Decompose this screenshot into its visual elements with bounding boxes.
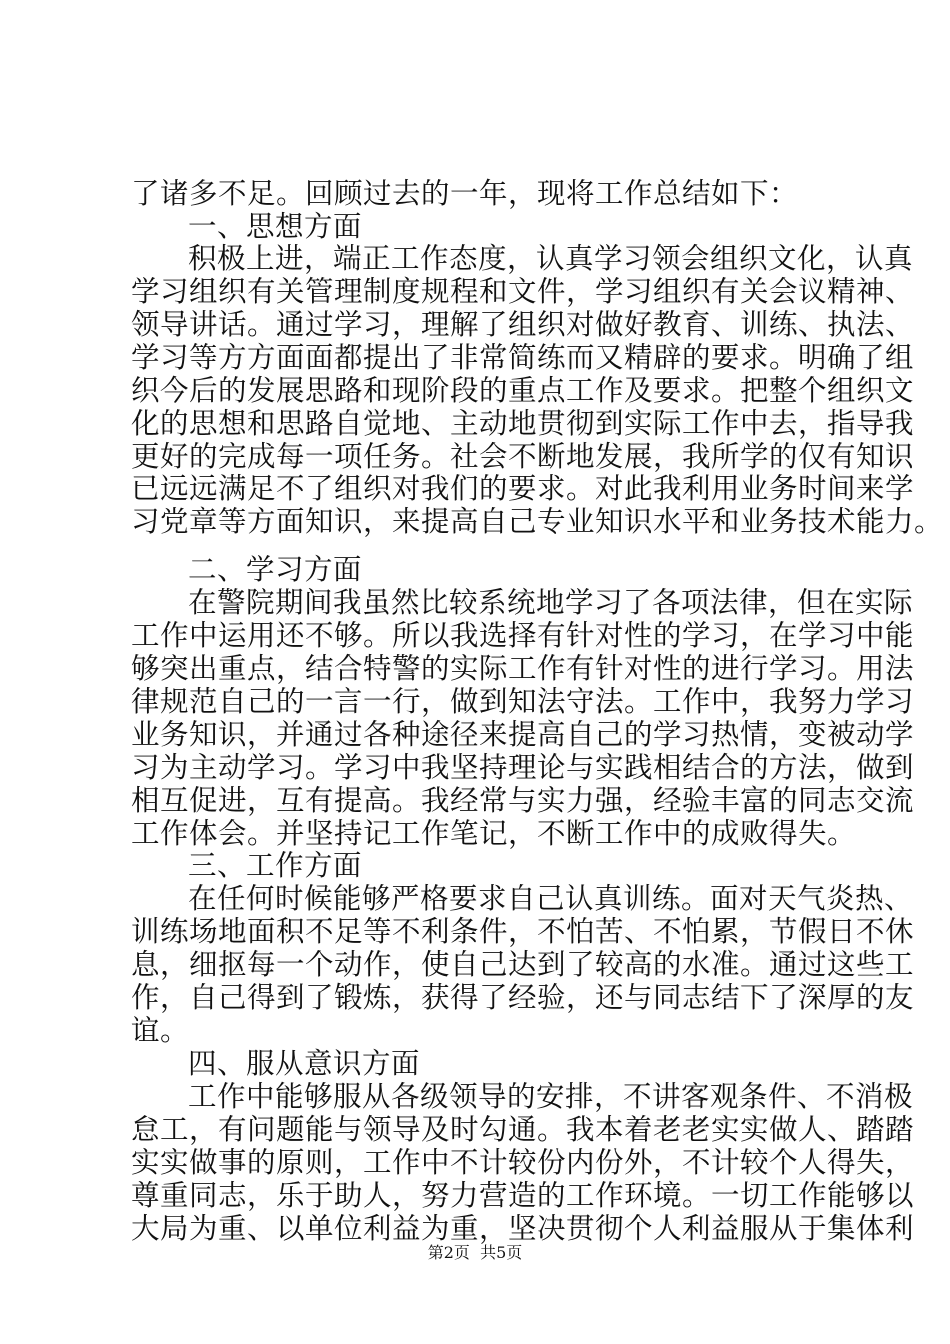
page-number-footer: 第2页 共5页 bbox=[427, 1243, 523, 1262]
body-text-line: 已远远满足不了组织对我们的要求。对此我利用业务时间来学 bbox=[131, 472, 915, 505]
body-text-line: 工作中运用还不够。所以我选择有针对性的学习，在学习中能 bbox=[131, 619, 915, 652]
body-text-line: 习为主动学习。学习中我坚持理论与实践相结合的方法，做到 bbox=[131, 751, 915, 784]
body-text-line: 在任何时候能够严格要求自己认真训练。面对天气炎热、 bbox=[188, 882, 914, 915]
body-text-line: 业务知识，并通过各种途径来提高自己的学习热情，变被动学 bbox=[131, 718, 915, 751]
body-text-line: 更好的完成每一项任务。社会不断地发展，我所学的仅有知识 bbox=[131, 440, 915, 473]
body-text-line: 学习组织有关管理制度规程和文件，学习组织有关会议精神、 bbox=[131, 275, 915, 308]
body-text-line: 织今后的发展思路和现阶段的重点工作及要求。把整个组织文 bbox=[131, 374, 915, 407]
section-heading: 二、学习方面 bbox=[188, 553, 363, 586]
body-text-line: 作，自己得到了锻炼，获得了经验，还与同志结下了深厚的友 bbox=[131, 981, 915, 1014]
body-text-line: 学习等方方面面都提出了非常简练而又精辟的要求。明确了组 bbox=[131, 341, 915, 374]
body-text-line: 实实做事的原则，工作中不计较份内份外，不计较个人得失， bbox=[131, 1146, 915, 1179]
body-text-line: 尊重同志，乐于助人，努力营造的工作环境。一切工作能够以 bbox=[131, 1179, 915, 1212]
body-text-line: 领导讲话。通过学习，理解了组织对做好教育、训练、执法、 bbox=[131, 308, 915, 341]
section-heading: 四、服从意识方面 bbox=[188, 1047, 421, 1080]
body-text-line: 了诸多不足。回顾过去的一年，现将工作总结如下： bbox=[131, 177, 799, 210]
body-text-line: 怠工，有问题能与领导及时勾通。我本着老老实实做人、踏踏 bbox=[131, 1113, 915, 1146]
body-text-line: 大局为重、以单位利益为重，坚决贯彻个人利益服从于集体利 bbox=[131, 1212, 915, 1245]
body-text-line: 工作中能够服从各级领导的安排，不讲客观条件、不消极 bbox=[188, 1080, 914, 1113]
body-text-line: 化的思想和思路自觉地、主动地贯彻到实际工作中去，指导我 bbox=[131, 407, 915, 440]
section-heading: 一、思想方面 bbox=[188, 210, 363, 243]
body-text-line: 相互促进，互有提高。我经常与实力强，经验丰富的同志交流 bbox=[131, 784, 915, 817]
body-text-line: 在警院期间我虽然比较系统地学习了各项法律，但在实际 bbox=[188, 586, 914, 619]
body-text-line: 够突出重点，结合特警的实际工作有针对性的进行学习。用法 bbox=[131, 652, 915, 685]
body-text-line: 积极上进，端正工作态度，认真学习领会组织文化，认真 bbox=[188, 242, 914, 275]
body-text-line: 律规范自己的一言一行，做到知法守法。工作中，我努力学习 bbox=[131, 685, 915, 718]
section-heading: 三、工作方面 bbox=[188, 849, 363, 882]
body-text-line: 训练场地面积不足等不利条件，不怕苦、不怕累，节假日不休 bbox=[131, 915, 915, 948]
body-text-line: 习党章等方面知识，来提高自己专业知识水平和业务技术能力。 bbox=[131, 505, 944, 538]
body-text-line: 谊。 bbox=[131, 1014, 190, 1047]
body-text-line: 息，细抠每一个动作，使自己达到了较高的水准。通过这些工 bbox=[131, 948, 915, 981]
body-text-line: 工作体会。并坚持记工作笔记，不断工作中的成败得失。 bbox=[131, 817, 857, 850]
